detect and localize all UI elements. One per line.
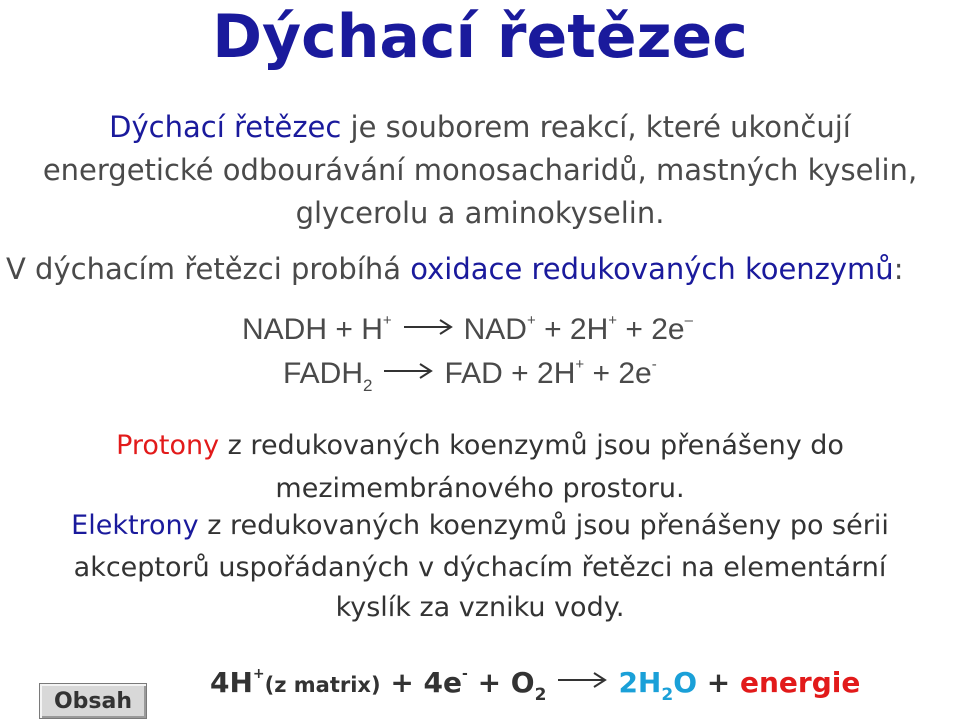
- contents-button[interactable]: Obsah: [39, 683, 147, 719]
- eq2-right-b-sup: -: [651, 356, 657, 373]
- intro-text-1: je souborem reakcí, které ukončují: [341, 110, 851, 144]
- eq1-right-c-sup: –: [684, 312, 693, 329]
- eq1-left-sup: +: [382, 312, 392, 329]
- reaction-arrow-icon: [402, 317, 454, 337]
- oxidation-statement: [6, 252, 903, 286]
- oxidation-highlight: oxidace redukovaných koenzymů: [410, 252, 894, 286]
- electrons-line-1: [0, 510, 960, 541]
- page-title: Dýchací řetězec: [212, 2, 748, 72]
- eq2-right-a: FAD + 2H: [444, 357, 576, 390]
- final-energy: energie: [739, 666, 861, 699]
- eq1-right-c: + 2e: [617, 313, 685, 346]
- final-product-b: O: [673, 666, 698, 699]
- eq2-right-b: + 2e: [584, 357, 652, 390]
- eq2-right-a-sup: +: [575, 356, 585, 373]
- oxidation-prefix: V dýchacím řetězci probíhá: [6, 252, 411, 286]
- final-plus: +: [697, 666, 740, 699]
- equation-nadh: [242, 312, 693, 347]
- final-b: + 4e: [380, 666, 463, 699]
- final-a: 4H: [210, 666, 253, 699]
- eq2-left: FADH: [283, 357, 364, 390]
- eq1-right-a-sup: +: [526, 312, 536, 329]
- final-equation: [210, 666, 860, 705]
- protons-highlight: Protony: [116, 430, 220, 461]
- reaction-arrow-icon: [556, 670, 608, 690]
- eq2-left-sub: 2: [363, 376, 373, 395]
- final-matrix: (z matrix): [264, 673, 381, 697]
- protons-line-2: mezimembránového prostoru.: [275, 473, 685, 504]
- equation-fadh2: [283, 356, 657, 396]
- protons-text-1: z redukovaných koenzymů jsou přenášeny do: [219, 430, 844, 461]
- final-product-sub: 2: [661, 685, 674, 705]
- eq1-right-a: NAD: [463, 313, 527, 346]
- intro-line-2: energetické odbourávání monosacharidů, mastných kyselin,: [42, 153, 918, 187]
- intro-line-3: glycerolu a aminokyselin.: [295, 196, 665, 230]
- intro-highlight: Dýchací řetězec: [109, 110, 342, 144]
- intro-line-1: [0, 105, 960, 149]
- final-c-sub: 2: [534, 685, 547, 705]
- final-c: + O: [467, 666, 535, 699]
- reaction-arrow-icon: [382, 361, 434, 381]
- eq1-right-b: + 2H: [535, 313, 609, 346]
- electrons-text-1: z redukovaných koenzymů jsou přenášeny po sérii: [198, 510, 889, 541]
- final-b-sup: -: [462, 666, 468, 682]
- final-product-a: 2H: [618, 666, 662, 699]
- electrons-highlight: Elektrony: [71, 510, 199, 541]
- oxidation-suffix: :: [893, 252, 904, 286]
- eq1-left: NADH + H: [242, 313, 383, 346]
- electrons-line-2: akceptorů uspořádaných v dýchacím řetězci na elementární: [73, 552, 887, 583]
- final-a-sup: +: [252, 666, 265, 682]
- eq1-right-b-sup: +: [608, 312, 618, 329]
- electrons-line-3: kyslík za vzniku vody.: [335, 592, 625, 623]
- protons-line-1: [0, 430, 960, 461]
